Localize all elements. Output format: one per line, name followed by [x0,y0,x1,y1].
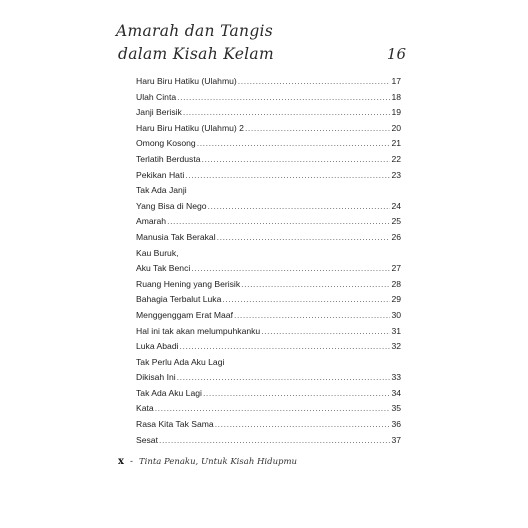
toc-entry-title: Dikisah Ini [136,372,176,383]
toc-leader-dots [202,152,391,168]
toc-leader-dots [155,401,391,417]
toc-leader-dots [217,230,391,246]
toc-entry-title: Haru Biru Hatiku (Ulahmu) 2 [136,122,244,133]
table-of-contents [136,74,401,448]
toc-entry-title: Sesat [136,434,158,445]
toc-entry-page: 34 [391,387,401,398]
toc-entry [136,370,401,386]
toc-entry-title: Yang Bisa di Nego [136,200,207,211]
toc-entry-title: Omong Kosong [136,138,196,149]
toc-entry [136,292,401,308]
toc-entry-title: Hal ini tak akan melumpuhkanku [136,325,261,336]
page-footer [118,456,297,467]
toc-entry [136,339,401,355]
toc-leader-dots [215,417,391,433]
toc-leader-dots [203,386,391,402]
toc-entry-page: 23 [391,169,401,180]
toc-leader-dots [241,277,390,293]
footer-separator: - [129,456,133,466]
toc-entry-title: Manusia Tak Berakal [136,231,216,242]
toc-entry-title: Terlatih Berdusta [136,153,201,164]
toc-entry-title: Menggenggam Erat Maaf [136,309,233,320]
toc-entry-page: 36 [391,419,401,430]
toc-leader-dots [208,199,391,215]
toc-entry [136,355,401,371]
toc-entry-title: Tak Ada Janji [136,185,187,196]
toc-entry [136,386,401,402]
toc-entry-page: 31 [391,325,401,336]
toc-entry-page: 26 [391,231,401,242]
toc-entry-page: 27 [391,263,401,274]
toc-entry-title: Ulah Cinta [136,91,177,102]
toc-entry-title: Haru Biru Hatiku (Ulahmu) [136,76,237,86]
toc-entry-title: Kata [136,403,154,414]
toc-leader-dots [177,370,391,386]
page-number-roman: x [118,456,124,467]
toc-entry-page: 30 [391,309,401,320]
toc-entry [136,417,401,433]
chapter-header [116,20,406,70]
toc-entry-page: 28 [391,278,401,289]
toc-leader-dots [185,168,390,184]
toc-entry-page: 17 [391,76,401,86]
toc-entry [136,433,401,449]
toc-entry [136,277,401,293]
toc-entry [136,105,401,121]
toc-entry [136,246,401,262]
toc-entry [136,90,401,106]
toc-entry [136,199,401,215]
toc-leader-dots [177,90,390,106]
toc-entry-title: Tak Perlu Ada Aku Lagi [136,356,225,367]
chapter-title-line-1: Amarah dan Tangis [116,22,274,40]
toc-leader-dots [222,292,390,308]
chapter-page-number: 16 [386,45,406,63]
toc-leader-dots [238,74,391,90]
toc-entry-page: 37 [391,434,401,445]
toc-entry-page: 20 [391,122,401,133]
toc-leader-dots [180,339,391,355]
toc-entry [136,183,401,199]
toc-entry-title: Tak Ada Aku Lagi [136,387,202,398]
chapter-title-line-2: dalam Kisah Kelam [118,45,274,63]
toc-entry-title: Rasa Kita Tak Sama [136,419,214,430]
toc-entry-page: 18 [391,91,401,102]
toc-leader-dots [197,136,391,152]
toc-entry-title: Luka Abadi [136,341,179,352]
toc-entry-title: Ruang Hening yang Berisik [136,278,241,289]
toc-entry-page: 25 [391,216,401,227]
toc-entry-page: 22 [391,153,401,164]
toc-entry-page: 35 [391,403,401,414]
toc-leader-dots [261,324,390,340]
toc-entry-page: 24 [391,200,401,211]
toc-entry-title: Bahagia Terbalut Luka [136,294,222,305]
toc-entry-page: 33 [391,372,401,383]
toc-entry [136,401,401,417]
toc-entry-page: 19 [391,107,401,118]
toc-leader-dots [245,121,391,137]
toc-leader-dots [167,214,390,230]
toc-entry [136,230,401,246]
toc-entry [136,136,401,152]
toc-leader-dots [183,105,391,121]
toc-entry-page: 21 [391,138,401,149]
toc-entry-title: Kau Buruk, [136,247,179,258]
toc-entry-title: Amarah [136,216,167,227]
toc-entry [136,308,401,324]
toc-entry-page: 32 [391,341,401,352]
toc-entry-page: 29 [391,294,401,305]
toc-leader-dots [234,308,390,324]
toc-entry [136,324,401,340]
toc-entry [136,121,401,137]
toc-entry [136,74,401,90]
toc-entry [136,168,401,184]
toc-leader-dots [159,433,390,449]
toc-entry-title: Pekikan Hati [136,169,185,180]
book-title: Tinta Penaku, Untuk Kisah Hidupmu [138,457,298,467]
toc-entry [136,261,401,277]
toc-leader-dots [191,261,390,277]
toc-entry-title: Aku Tak Benci [136,263,191,274]
toc-entry [136,214,401,230]
toc-entry-title: Janji Berisik [136,107,182,118]
toc-entry [136,152,401,168]
